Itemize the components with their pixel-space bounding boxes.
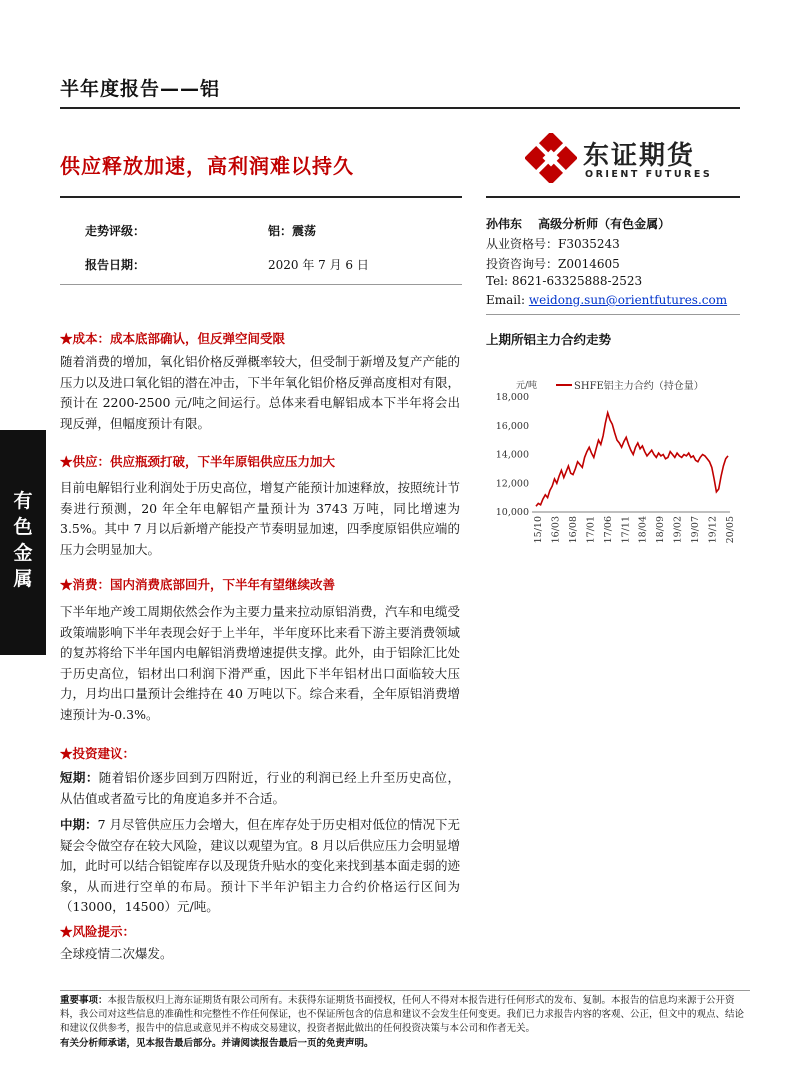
- y-tick-label: 10,000: [495, 507, 529, 518]
- y-tick-label: 18,000: [495, 392, 529, 403]
- disclaimer-notice: [60, 994, 750, 1036]
- x-tick-label: 16/03: [550, 516, 562, 544]
- x-tick-label: 17/01: [585, 516, 597, 544]
- title-rule-left: [60, 196, 462, 198]
- supply-heading: ★供应：供应瓶颈打破，下半年原铝供应压力加大: [60, 454, 336, 469]
- risk-heading: ★风险提示：: [60, 924, 136, 939]
- side-tab-char: 金: [13, 542, 33, 564]
- side-tab-char: 属: [13, 568, 33, 590]
- advice-short-label: 短期：: [60, 770, 99, 785]
- advice-heading: ★投资建议：: [60, 746, 136, 761]
- analyst-email-row: [486, 293, 727, 307]
- series-line-shfe-aluminum: [536, 413, 728, 507]
- cost-body: 随着消费的增加，氧化铝价格反弹概率较大，但受制于新增及复产产能的压力以及进口氧化铝的潜在冲击，下半年氧化铝价格反弹高度相对有限，预计在 2200-2500 元/吨之间运行。总体来看电解铝成本下半年将会出现反弹，但幅度预计有限。: [60, 354, 461, 431]
- analyst-qualification: 从业资格号：F3035243: [486, 237, 620, 251]
- rating-label: 走势评级：: [85, 224, 146, 238]
- logo-name-cn: 东证期货: [583, 141, 696, 171]
- supply-body: 目前电解铝行业利润处于历史高位，增复产能预计加速释放，按照统计节奏进行预测，20 年全年电解铝产量预计为 3743 万吨，同比增速为 3.5%。其中 7 月以后新增产能投产节奏明显加速，四季度原铝供应端的压力会明显加大。: [60, 480, 461, 557]
- demand-heading: ★消费：国内消费底部回升，下半年有望继续改善: [60, 577, 336, 592]
- date-value: 2020 年 7 月 6 日: [268, 258, 369, 272]
- side-tab-char: 色: [13, 516, 33, 538]
- x-tick-label: 16/08: [567, 516, 579, 544]
- chart-title: 上期所铝主力合约走势: [486, 332, 612, 347]
- side-tab-char: 有: [13, 490, 33, 512]
- x-tick-label: 19/02: [672, 516, 684, 544]
- y-axis-unit: 元/吨: [516, 381, 538, 391]
- company-logo: [525, 133, 715, 183]
- x-tick-label: 17/11: [620, 516, 632, 544]
- analyst-invest-id: 投资咨询号：Z0014605: [486, 257, 620, 271]
- advice-mid-label: 中期：: [60, 817, 98, 832]
- disclaimer-label: 重要事项：: [60, 995, 108, 1006]
- disclaimer-body: 本报告版权归上海东证期货有限公司所有。未获得东证期货书面授权，任何人不得对本报告进行任何形式的发布、复制。本报告的信息均来源于公开资料，我公司对这些信息的准确性和完整性不作任何保证，也不保证所包含的信息和建议不会发生任何变更。我们已力求报告内容的客观、公正，但文中的观点、结论和建议仅供参考，报告中的信息或意见并不构成交易建议，投资者据此做出的任何投资决策与本公司和作者无关。: [60, 995, 745, 1034]
- demand-body: 下半年地产竣工周期依然会作为主要力量来拉动原铝消费，汽车和电缆受政策端影响下半年表现会好于上半年，半年度环比来看下游主要消费领域的复苏将给下半年国内电解铝消费增速提供支撑。此外，由于铝除汇比处于历史高位，铝材出口利润下滑严重，因此下半年铝材出口面临较大压力，月均出口量预计会维持在 40 万吨以下。综合来看，全年原铝消费增速预计为-0.3%。: [60, 604, 461, 722]
- advice-mid-body: 7 月尽管供应压力会增大，但在库存处于历史相对低位的情况下无疑会令做空存在较大风险，建议以观望为宜。8 月以后供应压力会明显增加，此时可以结合铝锭库存以及现货升贴水的变化来找到基本面走弱的迹象，从而进行空单的布局。预计下半年沪铝主力合约价格运行区间为（13000，14500）元/吨。: [60, 817, 461, 914]
- x-tick-label: 19/07: [690, 516, 702, 544]
- cost-heading: ★成本：成本底部确认，但反弹空间受限: [60, 331, 286, 346]
- x-tick-label: 17/06: [602, 516, 614, 544]
- analyst-promise: 有关分析师承诺，见本报告最后部分。并请阅读报告最后一页的免责声明。: [60, 1038, 374, 1049]
- legend-label: SHFE铝主力合约（持仓量）: [574, 381, 704, 392]
- analyst-tel: Tel: 8621-63325888-2523: [486, 274, 643, 288]
- risk-body: 全球疫情二次爆发。: [60, 946, 173, 961]
- footer-rule: [60, 990, 750, 991]
- logo-mark-icon: [525, 133, 577, 183]
- y-tick-label: 14,000: [495, 449, 529, 461]
- y-tick-label: 16,000: [495, 420, 529, 432]
- rating-value: 铝：震荡: [268, 224, 317, 238]
- date-label: 报告日期：: [85, 258, 146, 272]
- email-link[interactable]: weidong.sun@orientfutures.com: [528, 293, 728, 307]
- analyst-name: 孙伟东 高级分析师（有色金属）: [486, 217, 671, 231]
- x-tick-label: 18/04: [637, 516, 649, 544]
- x-tick-label: 20/05: [725, 516, 736, 544]
- advice-mid: [60, 815, 460, 918]
- report-type: 半年度报告——铝: [60, 78, 221, 100]
- advice-short-body: 随着铝价逐步回到万四附近，行业的利润已经上升至历史高位，从估值或者盈亏比的角度追多并不合适。: [60, 770, 460, 806]
- category-side-tab: [0, 430, 46, 655]
- x-tick-label: 19/12: [707, 516, 719, 544]
- logo-rule: [486, 196, 740, 198]
- meta-rule: [60, 284, 462, 285]
- analyst-rule: [486, 314, 740, 315]
- page-title: 供应释放加速，高利润难以持久: [60, 154, 354, 178]
- header-rule: [60, 107, 740, 109]
- y-tick-label: 12,000: [495, 478, 529, 490]
- x-tick-label: 15/10: [533, 516, 544, 544]
- logo-name-en: ORIENT FUTURES: [585, 169, 713, 180]
- aluminum-price-chart: [486, 370, 746, 570]
- email-label: Email:: [486, 293, 529, 307]
- x-tick-label: 18/09: [655, 516, 667, 544]
- advice-short: [60, 768, 460, 809]
